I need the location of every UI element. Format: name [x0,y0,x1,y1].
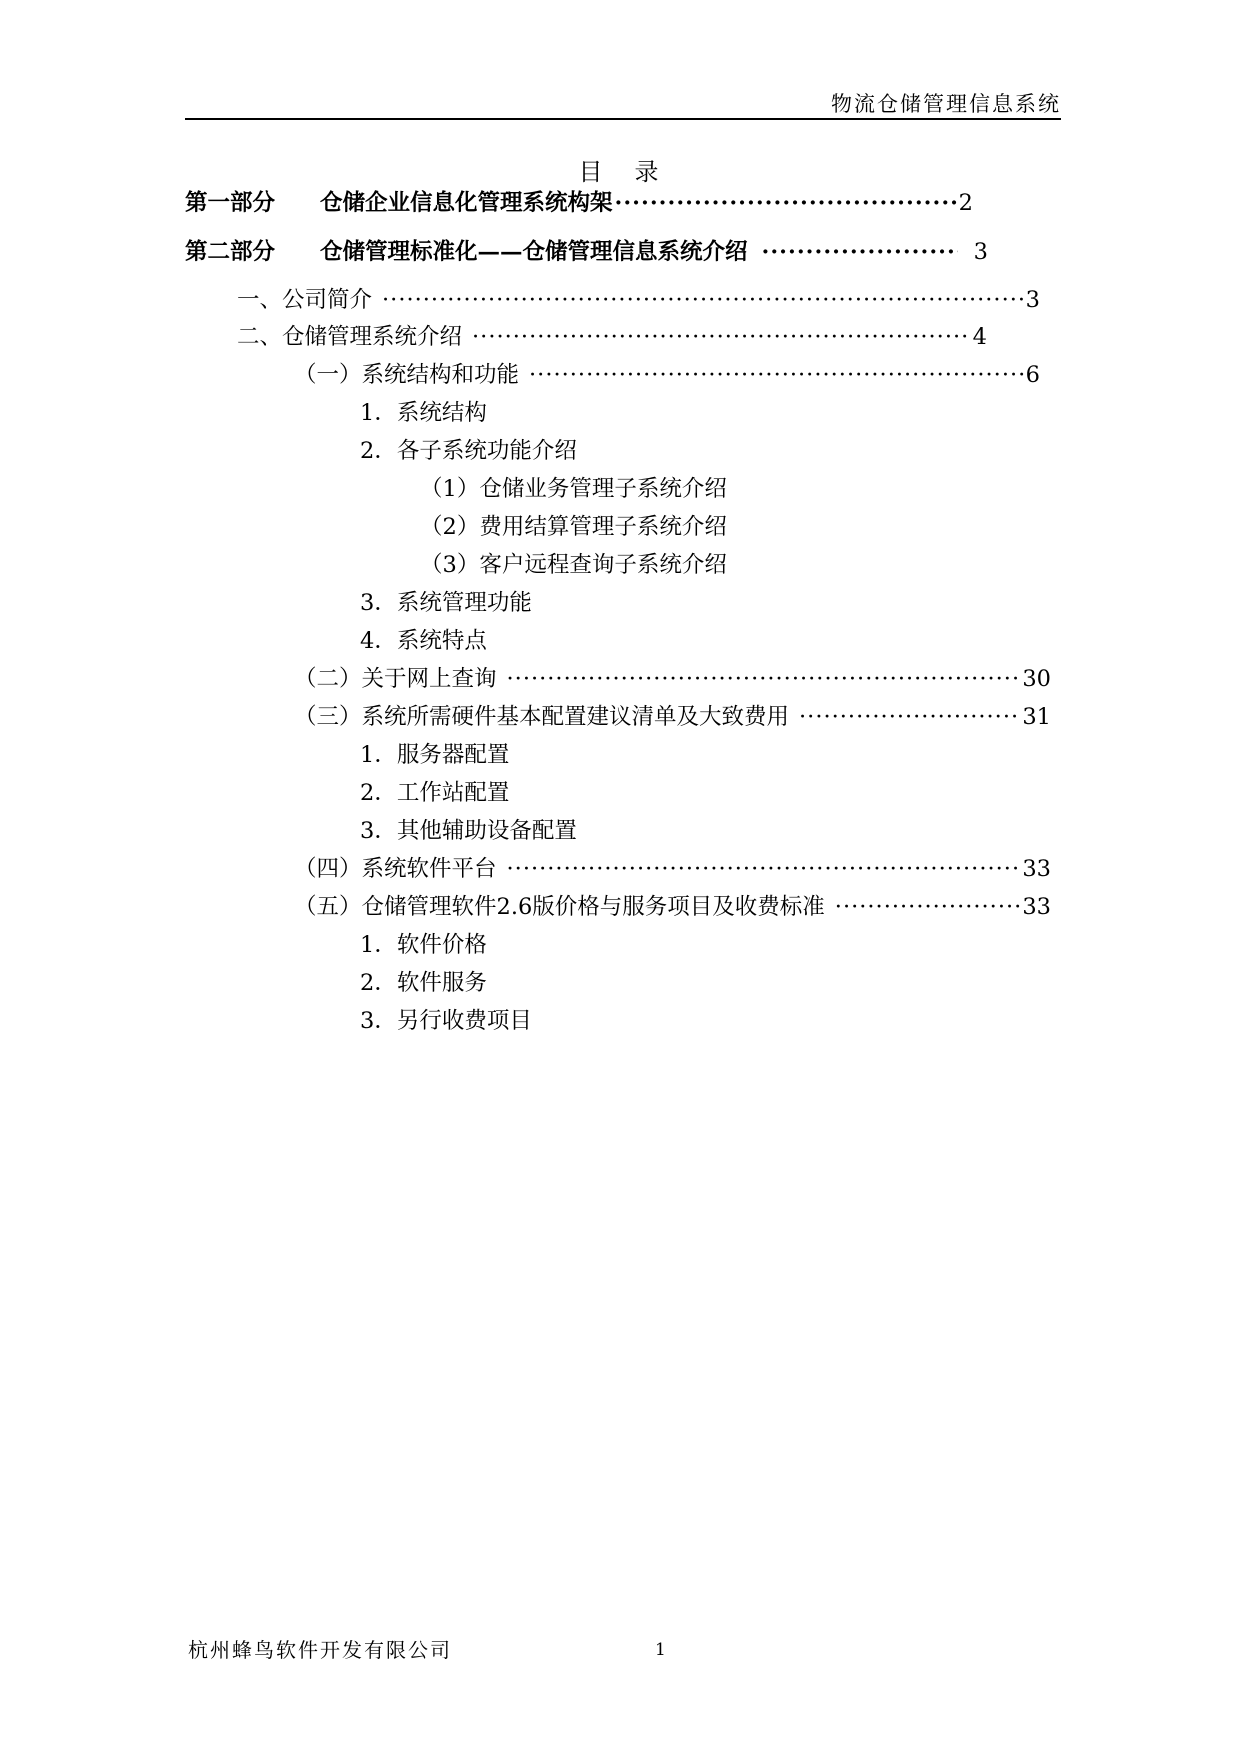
toc-entry-structure-function[interactable] [294,360,1040,390]
toc-entry-label: 第一部分 仓储企业信息化管理系统构架 [185,190,613,216]
toc-title: 目 录 [578,158,663,186]
toc-entry-page: 4 [972,324,987,350]
toc-entry-page: 3 [973,239,988,265]
toc-entry-software-service[interactable] [360,968,487,998]
toc-entry-label: （1）仓储业务管理子系统介绍 [420,476,727,502]
toc-entry-system-structure[interactable] [360,398,487,428]
toc-entry-software-price[interactable] [360,930,487,960]
toc-entry-label: （2）费用结算管理子系统介绍 [420,514,727,540]
toc-entry-remote-query-subsystem[interactable] [420,550,727,580]
toc-entry-extra-charges[interactable] [360,1006,532,1036]
toc-entry-label: 1．软件价格 [360,932,487,958]
toc-entry-label: 3．系统管理功能 [360,590,532,616]
footer-page-number: 1 [655,1640,666,1660]
toc-leader-dots [529,360,1024,390]
toc-entry-label: （三）系统所需硬件基本配置建议清单及大致费用 [294,704,790,730]
toc-leader-dots [835,892,1021,922]
toc-entry-part2[interactable] [185,237,988,267]
toc-leader-dots [799,702,1020,732]
toc-entry-label: 2．工作站配置 [360,780,510,806]
toc-entry-page: 31 [1022,704,1051,730]
toc-leader-dots [507,854,1021,884]
toc-entry-system-intro[interactable] [237,322,987,352]
toc-entry-label: 3．另行收费项目 [360,1008,532,1034]
toc-entry-label: 一、公司简介 [237,287,373,313]
toc-entry-page: 33 [1022,856,1051,882]
toc-entry-part1[interactable] [185,188,973,218]
toc-entry-label: （二）关于网上查询 [294,666,497,692]
toc-entry-software-platform[interactable] [294,854,1051,884]
toc-entry-page: 6 [1025,362,1040,388]
toc-entry-label: （一）系统结构和功能 [294,362,520,388]
header-divider [185,118,1061,120]
toc-entry-system-management[interactable] [360,588,532,618]
toc-entry-label: 2．各子系统功能介绍 [360,438,577,464]
toc-entry-label: 第二部分 仓储管理标准化——仓储管理信息系统介绍 [185,239,748,265]
toc-entry-online-query[interactable] [294,664,1051,694]
toc-entry-company-intro[interactable] [237,285,1040,315]
toc-leader-dots [762,237,958,267]
toc-entry-page: 3 [1025,287,1040,313]
toc-entry-label: 1．系统结构 [360,400,487,426]
toc-leader-dots [472,322,971,352]
toc-entry-label: 1．服务器配置 [360,742,510,768]
toc-entry-label: 2．软件服务 [360,970,487,996]
toc-entry-label: （四）系统软件平台 [294,856,497,882]
toc-entry-page: 30 [1022,666,1051,692]
toc-entry-label: 3．其他辅助设备配置 [360,818,577,844]
page-header-title: 物流仓储管理信息系统 [831,92,1061,116]
footer-company-name: 杭州蜂鸟软件开发有限公司 [188,1638,452,1662]
toc-entry-label: （3）客户远程查询子系统介绍 [420,552,727,578]
toc-entry-billing-subsystem[interactable] [420,512,727,542]
toc-entry-hardware-config[interactable] [294,702,1051,732]
toc-entry-server-config[interactable] [360,740,509,770]
toc-entry-label: 4．系统特点 [360,628,487,654]
toc-entry-page: 33 [1022,894,1051,920]
toc-entry-pricing-services[interactable] [294,892,1051,922]
toc-entry-workstation-config[interactable] [360,778,509,808]
toc-leader-dots [507,664,1021,694]
toc-entry-label: 二、仓储管理系统介绍 [237,324,463,350]
toc-leader-dots [615,188,957,218]
toc-entry-storage-subsystem[interactable] [420,474,727,504]
toc-entry-other-devices[interactable] [360,816,577,846]
toc-leader-dots [382,285,1024,315]
toc-entry-label: （五）仓储管理软件2.6版价格与服务项目及收费标准 [294,894,825,920]
toc-entry-page: 2 [958,190,973,216]
toc-entry-system-features[interactable] [360,626,487,656]
toc-entry-subsystems[interactable] [360,436,577,466]
